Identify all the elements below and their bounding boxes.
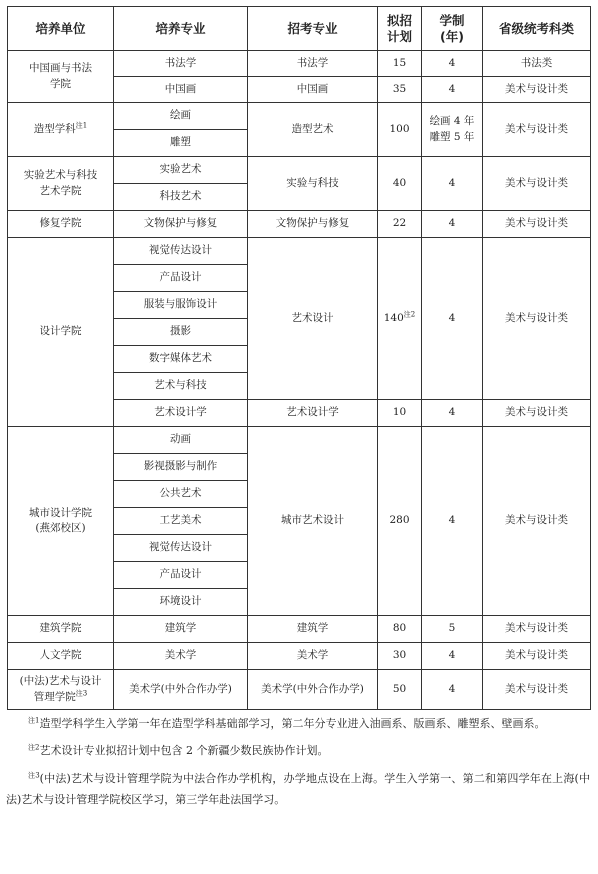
major-cell: 雕塑: [114, 130, 248, 157]
years-cell: 4: [422, 643, 483, 670]
recruit-cell: 造型艺术: [248, 103, 378, 157]
major-cell: 数字媒体艺术: [114, 346, 248, 373]
major-cell: 公共艺术: [114, 481, 248, 508]
plan-value: 140: [383, 311, 404, 324]
major-cell: 环境设计: [114, 589, 248, 616]
recruit-cell: 美术学: [248, 643, 378, 670]
exam-cell: 美术与设计类: [483, 643, 591, 670]
exam-cell: 书法类: [483, 51, 591, 77]
exam-cell: 美术与设计类: [483, 157, 591, 211]
recruit-cell: 建筑学: [248, 616, 378, 643]
table-row: [8, 103, 591, 130]
header-years-line1: 学制: [439, 12, 465, 28]
footnotes: [6, 713, 590, 817]
major-cell: 美术学(中外合作办学): [114, 670, 248, 710]
recruit-cell: 中国画: [248, 77, 378, 103]
header-major: 培养专业: [114, 7, 248, 51]
plan-cell: 80: [378, 616, 422, 643]
footnote-text: 艺术设计专业拟招计划中包含 2 个新疆少数民族协作计划。: [39, 744, 329, 758]
major-cell: 绘画: [114, 103, 248, 130]
table-row: [8, 157, 591, 184]
plan-cell: 280: [378, 427, 422, 616]
table-row: [8, 211, 591, 238]
years-cell: 4: [422, 157, 483, 211]
years-line2: 雕塑 5 年: [429, 130, 475, 143]
major-cell: 艺术与科技: [114, 373, 248, 400]
exam-cell: 美术与设计类: [483, 103, 591, 157]
unit-cell: [8, 157, 114, 211]
unit-line1: 中国画与书法: [29, 62, 92, 75]
plan-cell: 40: [378, 157, 422, 211]
footnote-marker: 注1: [75, 121, 88, 130]
major-cell: 摄影: [114, 319, 248, 346]
years-cell: 4: [422, 51, 483, 77]
major-cell: 书法学: [114, 51, 248, 77]
header-unit: 培养单位: [8, 7, 114, 51]
major-cell: 中国画: [114, 77, 248, 103]
years-line1: 绘画 4 年: [429, 115, 475, 128]
footnote-1: [6, 713, 590, 734]
header-plan-line1: 拟招: [386, 12, 412, 28]
unit-cell: [8, 51, 114, 103]
header-exam-category: 省级统考科类: [483, 7, 591, 51]
recruit-cell: 书法学: [248, 51, 378, 77]
table-row: [8, 427, 591, 454]
recruit-cell: 城市艺术设计: [248, 427, 378, 616]
plan-cell: 10: [378, 400, 422, 427]
major-cell: 产品设计: [114, 562, 248, 589]
footnote-text: 造型学科学生入学第一年在造型学科基础部学习，第二年分专业进入油画系、版画系、雕塑系、壁画系。: [39, 717, 546, 730]
table-row: [8, 643, 591, 670]
unit-cell: 修复学院: [8, 211, 114, 238]
footnote-2: [6, 740, 590, 761]
footnote-text: (中法)艺术与设计管理学院为中法合作办学机构，办学地点设在上海。学生入学第一、第二和第四学年在上海(中法)艺术与设计管理学院校区学习，第三学年赴法国学习。: [6, 771, 590, 807]
plan-cell: 50: [378, 670, 422, 710]
unit-line2: 管理学院: [33, 690, 76, 703]
recruit-cell: 文物保护与修复: [248, 211, 378, 238]
major-cell: 视觉传达设计: [114, 238, 248, 265]
unit-cell: [8, 427, 114, 616]
major-cell: 工艺美术: [114, 508, 248, 535]
table-row: [8, 670, 591, 710]
footnote-marker: 注3: [75, 689, 88, 697]
major-cell: 动画: [114, 427, 248, 454]
exam-cell: 美术与设计类: [483, 670, 591, 710]
plan-cell: 15: [378, 51, 422, 77]
footnote-marker: 注2: [403, 310, 416, 319]
unit-cell: 设计学院: [8, 238, 114, 427]
unit-line1: 实验艺术与科技: [23, 169, 98, 182]
major-cell: 美术学: [114, 643, 248, 670]
exam-cell: 美术与设计类: [483, 211, 591, 238]
unit-cell: 建筑学院: [8, 616, 114, 643]
major-cell: 文物保护与修复: [114, 211, 248, 238]
table-row: [8, 238, 591, 265]
header-years-line2: (年): [440, 28, 464, 44]
recruit-cell: 艺术设计: [248, 238, 378, 400]
plan-cell: 100: [378, 103, 422, 157]
major-cell: 服装与服饰设计: [114, 292, 248, 319]
years-cell: [422, 103, 483, 157]
years-cell: 5: [422, 616, 483, 643]
years-cell: 4: [422, 427, 483, 616]
footnote-mark: 注3: [28, 771, 40, 780]
years-cell: 4: [422, 211, 483, 238]
exam-cell: 美术与设计类: [483, 400, 591, 427]
unit-line2: (燕郊校区): [35, 522, 86, 534]
major-cell: 艺术设计学: [114, 400, 248, 427]
admission-plan-table: [7, 6, 591, 710]
exam-cell: 美术与设计类: [483, 616, 591, 643]
unit-cell: 人文学院: [8, 643, 114, 670]
recruit-cell: 艺术设计学: [248, 400, 378, 427]
header-plan: [378, 7, 422, 51]
header-plan-line2: 计划: [386, 28, 412, 44]
plan-cell: 30: [378, 643, 422, 670]
footnote-mark: 注2: [28, 743, 40, 752]
years-cell: 4: [422, 77, 483, 103]
unit-line2: 学院: [50, 77, 71, 90]
header-recruit-major: 招考专业: [248, 7, 378, 51]
header-years: [422, 7, 483, 51]
unit-label: 造型学科: [33, 122, 76, 135]
major-cell: 科技艺术: [114, 184, 248, 211]
recruit-cell: 美术学(中外合作办学): [248, 670, 378, 710]
unit-line2: 艺术学院: [39, 184, 82, 197]
years-cell: 4: [422, 238, 483, 400]
unit-line1: (中法)艺术与设计: [19, 675, 102, 688]
table-header-row: [8, 7, 591, 51]
exam-cell: 美术与设计类: [483, 238, 591, 400]
plan-cell: 22: [378, 211, 422, 238]
plan-cell: [378, 238, 422, 400]
plan-cell: 35: [378, 77, 422, 103]
table-row: [8, 51, 591, 77]
table-row: [8, 616, 591, 643]
footnote-3: [6, 768, 590, 811]
footnote-mark: 注1: [28, 716, 40, 725]
unit-cell: [8, 103, 114, 157]
exam-cell: 美术与设计类: [483, 77, 591, 103]
unit-cell: [8, 670, 114, 710]
unit-line1: 城市设计学院: [29, 506, 92, 519]
exam-cell: 美术与设计类: [483, 427, 591, 616]
major-cell: 建筑学: [114, 616, 248, 643]
years-cell: 4: [422, 400, 483, 427]
years-cell: 4: [422, 670, 483, 710]
recruit-cell: 实验与科技: [248, 157, 378, 211]
major-cell: 实验艺术: [114, 157, 248, 184]
major-cell: 产品设计: [114, 265, 248, 292]
major-cell: 视觉传达设计: [114, 535, 248, 562]
major-cell: 影视摄影与制作: [114, 454, 248, 481]
